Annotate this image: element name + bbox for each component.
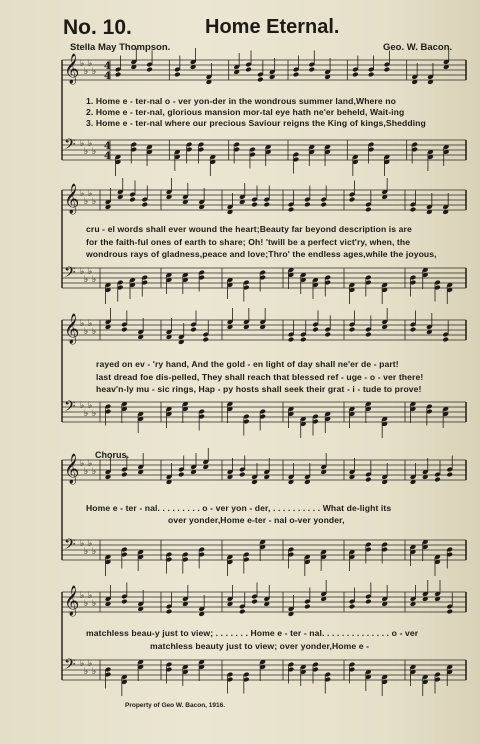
system2-verse3: wondrous rays of gladness,peace and love;Thro' the endless ages,while the joyous, [86,249,437,259]
system5-soprano-lyric: matchless beau-y just to view; . . . . . . . Home e - ter - nal. . . . . . . . . . . . . . o - ver [86,628,419,638]
note-head [263,202,270,208]
note-head [308,67,315,73]
flat-sign-icon: ♭ [84,197,89,207]
flat-sign-icon: ♭ [84,275,89,285]
note-head [300,337,307,343]
flat-sign-icon: ♭ [80,139,85,149]
flat-sign-icon: ♭ [92,275,97,285]
flat-sign-icon: ♭ [92,599,97,609]
system3-verse2: last dread foe dis-pelled, They shall reach that blessed ref - uge - o - ver there! [96,372,424,382]
note-head [129,197,136,203]
time-signature: 4 [104,151,111,162]
note-head [239,472,246,478]
note-head [141,202,148,208]
note-head [368,72,375,78]
flat-sign-icon: ♭ [92,327,97,337]
flat-sign-icon: ♭ [80,401,85,411]
system2-verse2: for the faith-ful ones of earth to share; Oh! 'twill be a perfect vict'ry, when, the [86,237,411,247]
note-head [121,327,128,333]
flat-sign-icon: ♭ [92,67,97,77]
note-head [410,327,417,333]
system3-verse3: heav'n-ly mu - sic rings, Hap - py hosts shall seek their grat - i - tude to prove! [96,384,422,394]
flat-sign-icon: ♭ [84,547,89,557]
note-head [202,337,209,343]
flat-sign-icon: ♭ [92,547,97,557]
note-head [251,202,258,208]
note-head [174,72,181,78]
flat-sign-icon: ♭ [92,147,97,157]
time-signature: 4 [104,71,111,82]
note-head [312,327,319,333]
flat-sign-icon: ♭ [88,139,93,149]
flat-sign-icon: ♭ [84,147,89,157]
system5-bass-lyric: matchless beauty just to view; over yonder,Home e - [150,641,370,651]
flat-sign-icon: ♭ [92,667,97,677]
flat-sign-icon: ♭ [92,409,97,419]
bass-clef-icon: 𝄢 [64,656,76,677]
note-head [115,72,122,78]
note-head [349,604,356,610]
note-head [257,77,264,83]
flat-sign-icon: ♭ [88,459,93,469]
note-head [352,72,359,78]
note-head [121,599,128,605]
flat-sign-icon: ♭ [80,319,85,329]
bass-clef-icon: 𝄢 [64,398,76,419]
note-head [293,72,300,78]
flat-sign-icon: ♭ [84,409,89,419]
treble-clef-icon: 𝄞 [64,184,80,214]
flat-sign-icon: ♭ [80,539,85,549]
flat-sign-icon: ♭ [84,599,89,609]
note-head [304,202,311,208]
note-head [324,332,331,338]
flat-sign-icon: ♭ [84,67,89,77]
treble-clef-icon: 𝄞 [64,314,80,344]
chorus-soprano-lyric: Home e - ter - nal. . . . . . . . . o - ver yon - der, . . . . . . . . . . What de-light its [86,503,392,513]
flat-sign-icon: ♭ [92,467,97,477]
note-head [178,472,185,478]
hymn-title: Home Eternal. [205,16,340,38]
chorus-label: Chorus. [95,450,130,460]
bass-clef-icon: 𝄢 [64,264,76,285]
flat-sign-icon: ♭ [88,591,93,601]
note-head [446,609,453,615]
system1-verse2: 2. Home e - ter-nal, glorious mansion mor-tal eye hath ne'er beheld, Wait-ing [86,107,405,117]
flat-sign-icon: ♭ [88,659,93,669]
flat-sign-icon: ♭ [88,267,93,277]
system1-verse1: 1. Home e - ter-nal o - ver yon-der in the wondrous summer land,Where no [86,96,396,106]
note-head [304,604,311,610]
composer-credit: Geo. W. Bacon. [383,42,453,53]
note-head [365,332,372,338]
note-head [434,477,441,483]
note-head [442,337,449,343]
flat-sign-icon: ♭ [80,189,85,199]
flat-sign-icon: ♭ [92,197,97,207]
treble-clef-icon: 𝄞 [64,54,80,84]
treble-clef-icon: 𝄞 [64,454,80,484]
flat-sign-icon: ♭ [80,659,85,669]
note-head [166,609,173,615]
flat-sign-icon: ♭ [80,59,85,69]
note-head [384,67,391,73]
time-signature: 4 [104,141,111,152]
note-head [121,472,128,478]
system3-verse1: rayed on ev - 'ry hand, And the gold - en light of day shall ne'er de - part! [96,359,399,369]
note-head [365,599,372,605]
note-head [349,197,356,203]
note-head [288,207,295,213]
note-head [190,327,197,333]
flat-sign-icon: ♭ [84,667,89,677]
flat-sign-icon: ♭ [80,591,85,601]
note-head [239,609,246,615]
bass-clef-icon: 𝄢 [64,536,76,557]
note-head [146,67,153,73]
note-head [251,599,258,605]
treble-clef-icon: 𝄞 [64,586,80,616]
note-head [288,337,295,343]
note-head [446,472,453,478]
hymn-number: No. 10. [63,16,132,39]
flat-sign-icon: ♭ [88,401,93,411]
flat-sign-icon: ♭ [88,189,93,199]
flat-sign-icon: ♭ [88,59,93,69]
note-head [365,207,372,213]
bass-clef-icon: 𝄢 [64,136,76,157]
flat-sign-icon: ♭ [84,327,89,337]
note-head [245,67,252,73]
system2-verse1: cru - el words shall ever wound the heart;Beauty far beyond description is are [86,224,412,234]
flat-sign-icon: ♭ [80,459,85,469]
flat-sign-icon: ♭ [88,319,93,329]
system1-verse3: 3. Home e - ter-nal where our precious Saviour reigns the King of kings,Shedding [86,118,426,128]
flat-sign-icon: ♭ [88,539,93,549]
flat-sign-icon: ♭ [84,467,89,477]
note-head [349,327,356,333]
lyricist-credit: Stella May Thompson. [70,42,171,53]
note-head [320,202,327,208]
chorus-bass-lyric: over yonder,Home e-ter - nal o-ver yonder, [168,515,345,525]
copyright-notice: Property of Geo W. Bacon, 1916. [125,702,226,709]
note-head [410,207,417,213]
time-signature: 4 [104,61,111,72]
flat-sign-icon: ♭ [80,267,85,277]
note-head [365,477,372,483]
